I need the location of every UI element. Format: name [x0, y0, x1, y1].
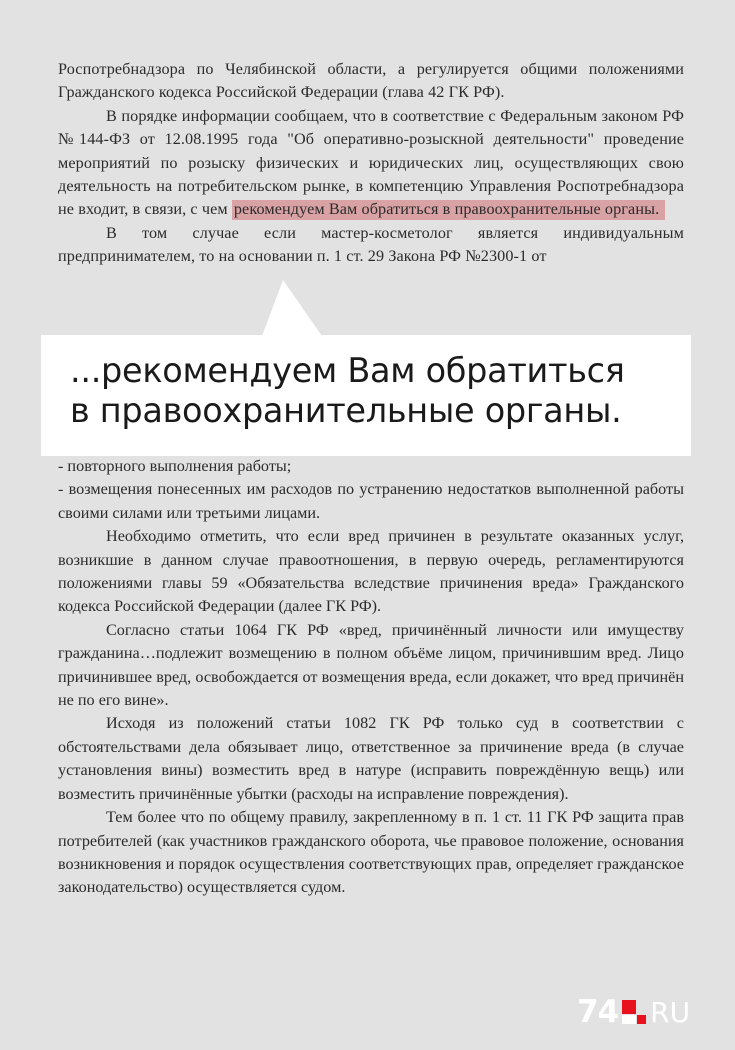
logo-suffix: RU	[650, 995, 691, 1029]
paragraph-3: В том случае если мастер-косметолог является индивидуальным предпринимателем, то на основании п. 1 ст. 29 Закона РФ №2300-1 от	[58, 223, 684, 266]
document-text-bottom	[58, 455, 684, 900]
logo-number: 74	[577, 994, 619, 1030]
callout-line-2: в правоохранительные органы.	[70, 391, 622, 430]
paragraph-7: Тем более что по общему правилу, закрепленному в п. 1 ст. 11 ГК РФ защита прав потребителей (как участников гражданского оборота, чье правовое положение, основания возникновения и порядок осуществления соответствующих прав, определяет гражданское законодательство) осуществляется судом.	[58, 808, 684, 897]
logo-squares-icon	[622, 1000, 646, 1024]
paragraph-4: Необходимо отметить, что если вред причинен в результате оказанных услуг, возникшие в данном случае правоотношения, в первую очередь, регламентируются положениями главы 59 «Обязательства вследствие причинения вреда» Гражданского кодекса Российской Федерации (далее ГК РФ).	[58, 527, 684, 616]
paragraph-2	[58, 105, 684, 222]
callout-line-1: ...рекомендуем Вам обратиться	[70, 351, 625, 390]
list-item: - повторного выполнения работы;	[58, 457, 292, 475]
paragraph-6: Исходя из положений статьи 1082 ГК РФ только суд в соответствии с обстоятельствами дела обязывает лицо, ответственное за причинение вреда (в случае установления вины) возместить вред в натуре (исправить повреждённую вещь) или возместить причинённые убытки (расходы на исправление повреждения).	[58, 714, 684, 803]
highlighted-phrase: рекомендуем Вам обратиться в правоохранительные органы.	[232, 200, 665, 220]
list-item: - возмещения понесенных им расходов по устранению недостатков выполненной работы своими силами или третьими лицами.	[58, 480, 684, 522]
paragraph-1: Роспотребнадзора по Челябинской области, а регулируется общими положениями Гражданского кодекса Российской Федерации (глава 42 ГК РФ).	[58, 60, 684, 102]
paragraph-2-text: В порядке информации сообщаем, что в соответствие с Федеральным законом РФ №144-ФЗ от 12.08.1995 года "Об оперативно-розыскной деятельности" проведение мероприятий по розыску физических и юридических лиц, осуществляющих свою деятельность на потребительском рынке, в компетенцию Управления Роспотребнадзора не входит, в связи, с чем	[58, 106, 684, 219]
site-logo	[577, 995, 690, 1029]
document-text-top	[58, 58, 684, 269]
paragraph-5: Согласно статьи 1064 ГК РФ «вред, причинённый личности или имуществу гражданина…подлежит возмещению в полном объёме лицом, причинившим вред. Лицо причинившее вред, освобождается от возмещения вреда, если докажет, что вред причинён не по его вине».	[58, 620, 684, 710]
callout-quote-text	[70, 351, 680, 431]
